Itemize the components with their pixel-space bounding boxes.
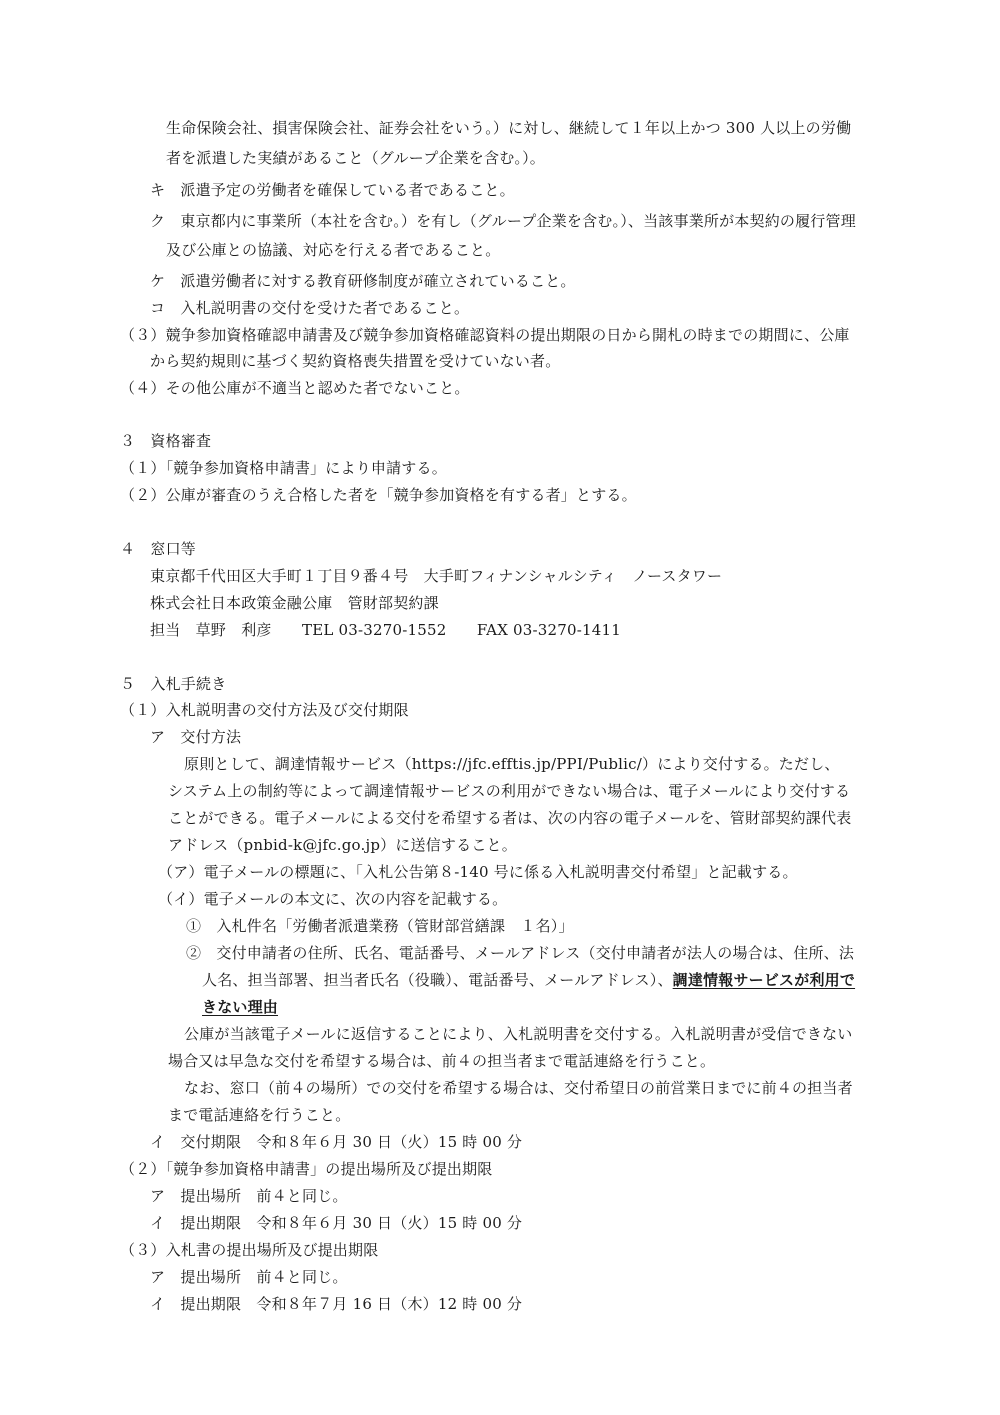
section-item: （１）入札説明書の交付方法及び交付期限 <box>120 701 409 719</box>
organization-line: 株式会社日本政策金融公庫 管財部契約課 <box>150 594 439 612</box>
sub-item: （ア）電子メールの標題に、「入札公告第８-140 号に係る入札説明書交付希望」と記載する。 <box>158 863 798 881</box>
numbered-item: ① 入札件名「労働者派遣業務（管財部営繕課 １名）」 <box>186 917 574 935</box>
section-item-4: （４）その他公庫が不適当と認めた者でないこと。 <box>120 379 470 397</box>
section-item: （１）「競争参加資格申請書」により申請する。 <box>120 459 447 477</box>
text-line: 生命保険会社、損害保険会社、証券会社をいう。）に対し、継続して１年以上かつ 300 人以上の労働 <box>166 119 852 137</box>
section-item-3: （３）競争参加資格確認申請書及び競争参加資格確認資料の提出期限の日から開札の時までの期間に、公庫 <box>120 326 850 344</box>
sub-item: （イ）電子メールの本文に、次の内容を記載する。 <box>158 890 508 908</box>
underlined-text: きない理由 <box>202 998 279 1016</box>
section-item: （２）公庫が審査のうえ合格した者を「競争参加資格を有する者」とする。 <box>120 486 637 504</box>
list-item-ko: コ 入札説明書の交付を受けた者であること。 <box>150 299 470 317</box>
sub-item: ア 提出場所 前４と同じ。 <box>150 1187 348 1205</box>
list-item-ki: キ 派遣予定の労働者を確保している者であること。 <box>150 181 515 199</box>
sub-item: ア 提出場所 前４と同じ。 <box>150 1268 348 1286</box>
list-item-ke: ケ 派遣労働者に対する教育研修制度が確立されていること。 <box>150 272 576 290</box>
text-line: ことができる。電子メールによる交付を希望する者は、次の内容の電子メールを、管財部契約課代表 <box>168 809 852 827</box>
contact-line: 担当 草野 利彦 TEL 03-3270-1552 FAX 03-3270-1411 <box>150 621 622 639</box>
heading-5: ５ 入札手続き <box>120 675 227 693</box>
text-line: 原則として、調達情報サービス（https://jfc.efftis.jp/PPI/Public/）により交付する。ただし、 <box>184 755 840 773</box>
heading-3: ３ 資格審査 <box>120 432 212 450</box>
section-item: （３）入札書の提出場所及び提出期限 <box>120 1241 379 1259</box>
text-line: なお、窓口（前４の場所）での交付を希望する場合は、交付希望日の前営業日までに前４の担当者 <box>184 1079 853 1097</box>
heading-4: ４ 窓口等 <box>120 540 197 558</box>
underlined-text <box>202 997 278 1017</box>
text-line: アドレス（pnbid-k@jfc.go.jp）に送信すること。 <box>168 836 517 854</box>
sub-item: イ 提出期限 令和８年６月 30 日（火）15 時 00 分 <box>150 1214 523 1232</box>
underlined-text: 調達情報サービスが利用で <box>672 971 856 989</box>
text-line: システム上の制約等によって調達情報サービスの利用ができない場合は、電子メールにより交付する <box>168 782 851 800</box>
text-line: 場合又は早急な交付を希望する場合は、前４の担当者まで電話連絡を行うこと。 <box>168 1052 716 1070</box>
sub-item: イ 提出期限 令和８年７月 16 日（木）12 時 00 分 <box>150 1295 523 1313</box>
text-line: 公庫が当該電子メールに返信することにより、入札説明書を交付する。入札説明書が受信できない <box>184 1025 853 1043</box>
text-line: まで電話連絡を行うこと。 <box>168 1106 351 1124</box>
text-fragment: 人名、担当部署、担当者氏名（役職）、電話番号、メールアドレス）、 <box>202 971 673 989</box>
text-line <box>202 970 855 990</box>
list-item-ku: ク 東京都内に事業所（本社を含む。）を有し（グループ企業を含む。）、当該事業所が本契約の履行管理 <box>150 212 856 230</box>
sub-item: イ 交付期限 令和８年６月 30 日（火）15 時 00 分 <box>150 1133 523 1151</box>
sub-item: ア 交付方法 <box>150 728 242 746</box>
text-line: 者を派遣した実績があること（グループ企業を含む。）。 <box>166 149 546 167</box>
text-line: 及び公庫との協議、対応を行える者であること。 <box>166 241 501 259</box>
section-item: （２）「競争参加資格申請書」の提出場所及び提出期限 <box>120 1160 493 1178</box>
numbered-item: ② 交付申請者の住所、氏名、電話番号、メールアドレス（交付申請者が法人の場合は、住所、法 <box>186 944 855 962</box>
address-line: 東京都千代田区大手町１丁目９番４号 大手町フィナンシャルシティ ノースタワー <box>150 567 723 585</box>
text-line: から契約規則に基づく契約資格喪失措置を受けていない者。 <box>150 352 561 370</box>
